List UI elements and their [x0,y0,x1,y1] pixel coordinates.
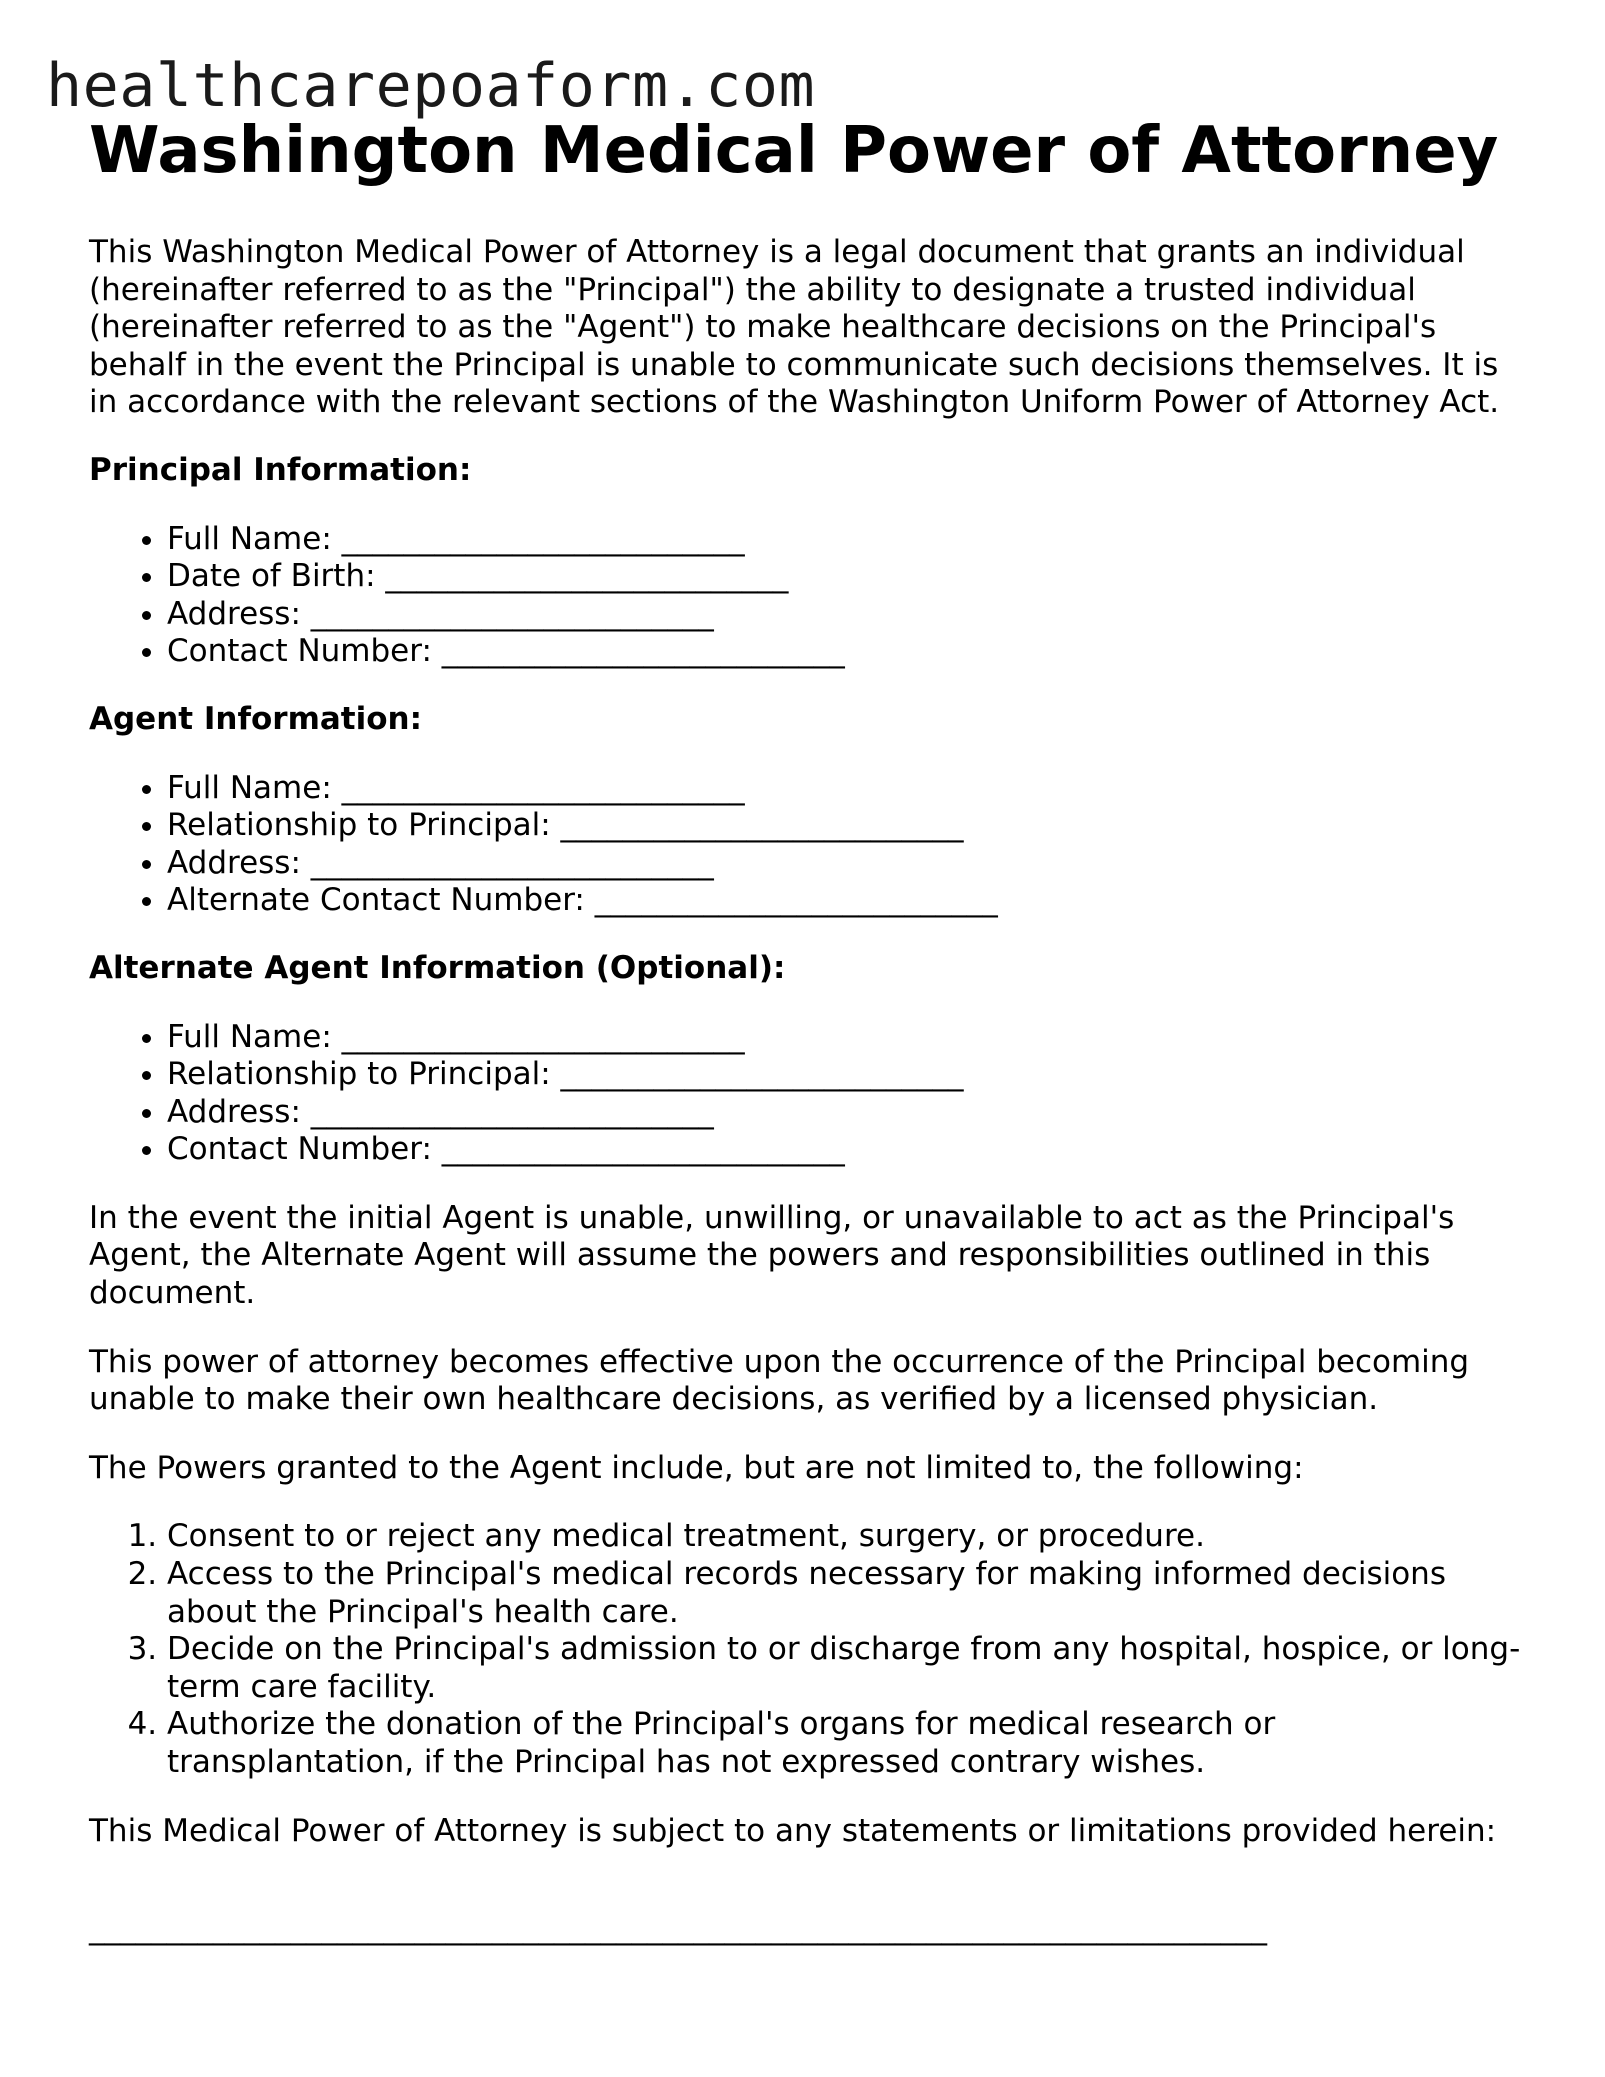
agent-section-heading: Agent Information: [89,700,422,737]
effective-date-paragraph: This power of attorney becomes effective upon the occurrence of the Principal becoming unable to make their own healthcare decisions, as verified by a licensed physician. [89,1343,1470,1418]
alternate-agent-relationship-field[interactable]: • Relationship to Principal: __________________________ [167,1056,1529,1094]
power-item: 3. Decide on the Principal's admission to or discharge from any hospital, hospice, or long-term care facility. [167,1631,1529,1706]
power-item: 4. Authorize the donation of the Principal's organs for medical research or transplantation, if the Principal has not expressed contrary wishes. [167,1706,1529,1781]
alternate-agent-contact-number-field[interactable]: • Contact Number: __________________________ [167,1131,1529,1169]
principal-fields-list [89,521,1529,671]
alternate-agent-paragraph: In the event the initial Agent is unable, unwilling, or unavailable to act as the Principal's Agent, the Alternate Agent will assume the powers and responsibilities outlined in this document. [89,1199,1455,1312]
watermark-logo: healthcarepoaform.com [46,51,816,121]
agent-full-name-field[interactable]: • Full Name: __________________________ [167,770,1529,808]
principal-full-name-field[interactable]: • Full Name: __________________________ [167,521,1529,559]
alternate-agent-address-field[interactable]: • Address: __________________________ [167,1094,1529,1132]
principal-contact-number-field[interactable]: • Contact Number: __________________________ [167,633,1529,671]
intro-paragraph: This Washington Medical Power of Attorney is a legal document that grants an individual (hereinafter referred to as the "Principal") the ability to designate a trusted individual (hereinafter referred to as the "Agent") to make healthcare decisions on the Principal's behalf in the event the Principal is unable to communicate such decisions themselves. It is in accordance with the relevant sections of the Washington Uniform Power of Attorney Act. [89,234,1500,421]
powers-intro-paragraph: The Powers granted to the Agent include, but are not limited to, the following: [89,1449,1304,1486]
alternate-agent-fields-list [89,1019,1529,1169]
document-title: Washington Medical Power of Attorney [89,114,1499,188]
limitations-blank-line[interactable]: ____________________________________________________________________________ [89,1910,1267,1947]
power-item: 1. Consent to or reject any medical treatment, surgery, or procedure. [167,1518,1529,1556]
principal-date-of-birth-field[interactable]: • Date of Birth: __________________________ [167,558,1529,596]
agent-relationship-field[interactable]: • Relationship to Principal: __________________________ [167,807,1529,845]
principal-address-field[interactable]: • Address: __________________________ [167,596,1529,634]
agent-alternate-contact-number-field[interactable]: • Alternate Contact Number: __________________________ [167,882,1529,920]
powers-list [89,1518,1529,1781]
document-body [89,110,1529,1948]
agent-fields-list [89,770,1529,920]
alternate-agent-section-heading: Alternate Agent Information (Optional): [89,949,786,986]
power-item: 2. Access to the Principal's medical records necessary for making informed decisions about the Principal's health care. [167,1556,1529,1631]
limitations-paragraph: This Medical Power of Attorney is subject to any statements or limitations provided herein: [89,1812,1497,1849]
alternate-agent-full-name-field[interactable]: • Full Name: __________________________ [167,1019,1529,1057]
agent-address-field[interactable]: • Address: __________________________ [167,845,1529,883]
principal-section-heading: Principal Information: [89,451,472,488]
